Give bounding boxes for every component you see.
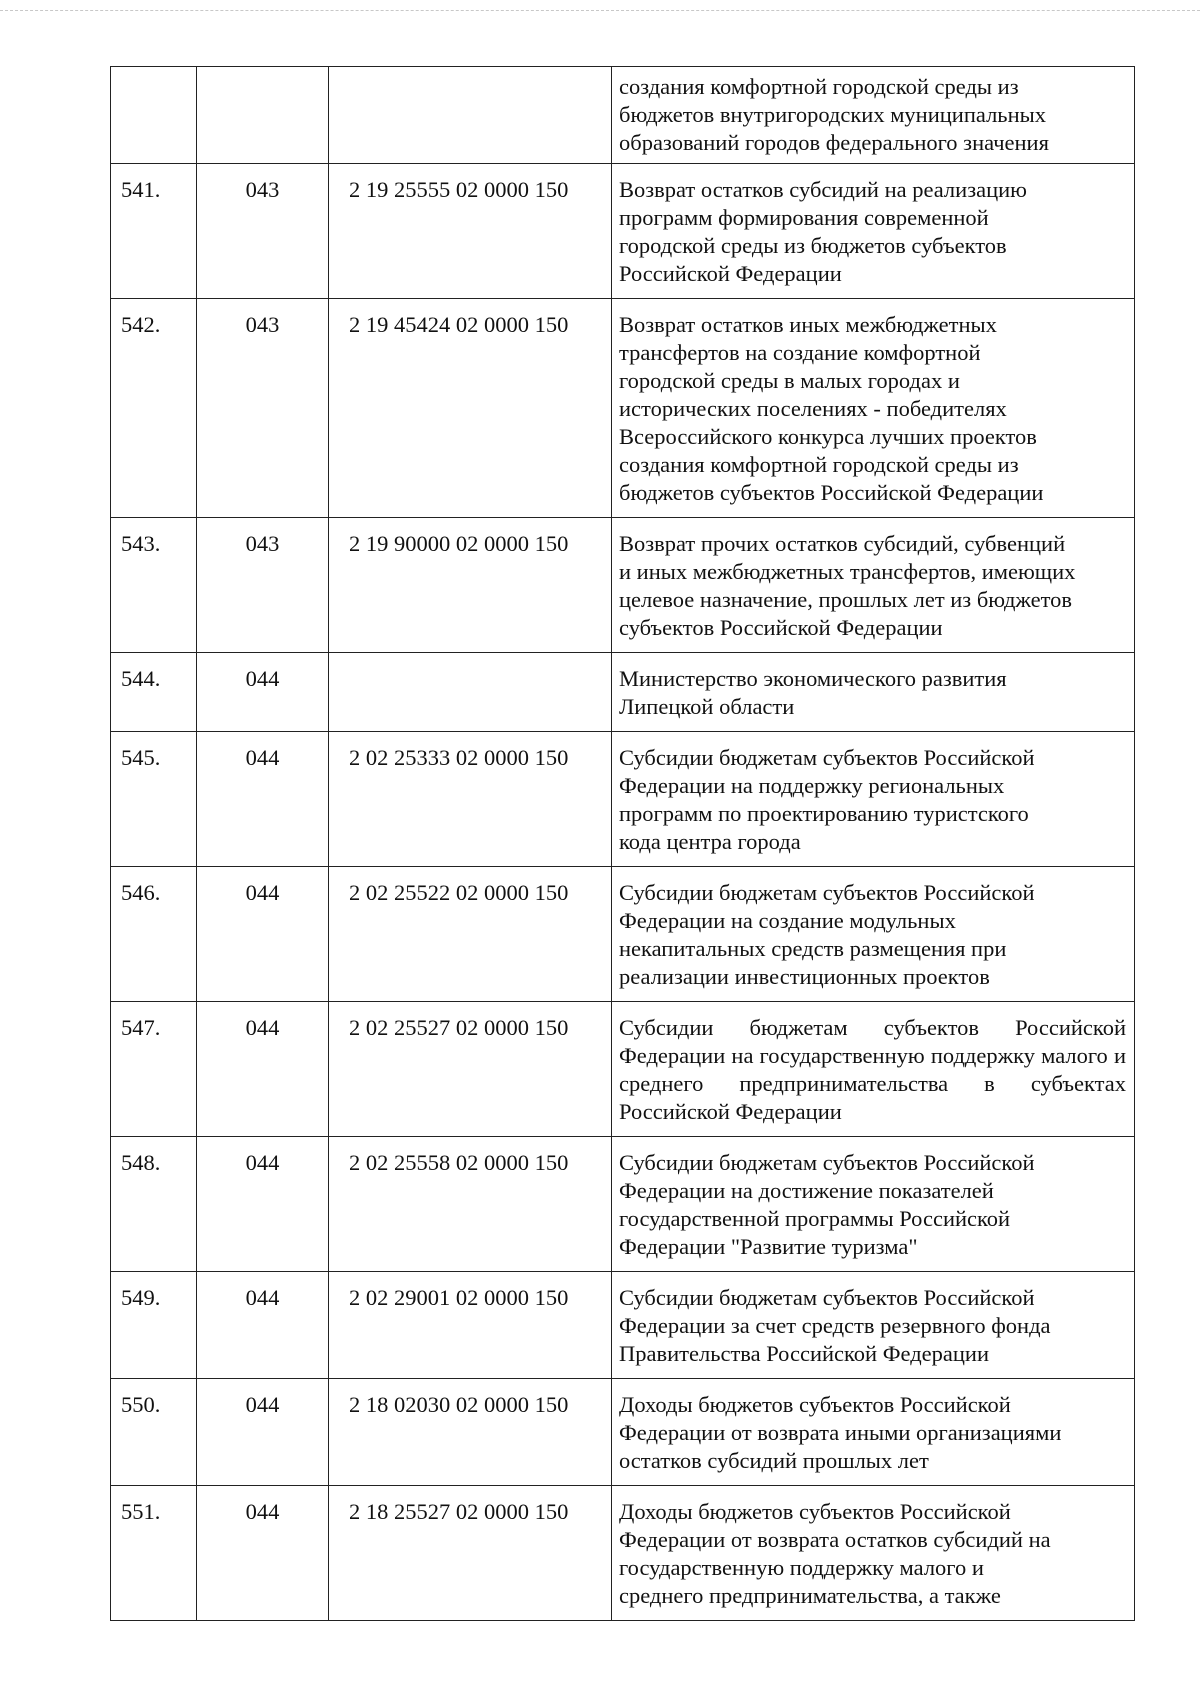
income-name-line: Всероссийского конкурса лучших проектов <box>619 424 1037 449</box>
table-row <box>111 1137 1135 1272</box>
income-name-line: Липецкой области <box>619 694 795 719</box>
table-row <box>111 299 1135 518</box>
income-name-line: среднего предпринимательства, а также <box>619 1583 1001 1608</box>
income-name-line: государственной программы Российской <box>619 1206 1011 1231</box>
income-code-cell: 2 02 25522 02 0000 150 <box>329 867 612 1002</box>
income-name-line: создания комфортной городской среды из <box>619 74 1019 99</box>
income-name-cell <box>612 1486 1135 1621</box>
income-name-line: Российской Федерации <box>619 261 842 286</box>
table-row <box>111 732 1135 867</box>
administrator-code-cell: 044 <box>197 1379 329 1486</box>
row-number-cell: 547. <box>111 1002 197 1137</box>
income-name-cell <box>612 1379 1135 1486</box>
income-name-line: целевое назначение, прошлых лет из бюджетов <box>619 587 1073 612</box>
income-name-line: Доходы бюджетов субъектов Российской <box>619 1499 1011 1524</box>
row-number-cell: 550. <box>111 1379 197 1486</box>
income-name-line: Возврат остатков иных межбюджетных <box>619 312 997 337</box>
row-number-cell: 548. <box>111 1137 197 1272</box>
income-name-line: Субсидии бюджетам субъектов Российской <box>619 745 1035 770</box>
table-body <box>111 67 1135 1621</box>
income-name-line: Возврат прочих остатков субсидий, субвенций <box>619 531 1066 556</box>
income-name-cell <box>612 1137 1135 1272</box>
income-name-cell <box>612 653 1135 732</box>
budget-codes-table <box>110 66 1135 1621</box>
administrator-code-cell: 043 <box>197 518 329 653</box>
administrator-code-cell: 044 <box>197 732 329 867</box>
income-code-cell: 2 19 25555 02 0000 150 <box>329 164 612 299</box>
income-name-line: программ формирования современной <box>619 205 989 230</box>
income-name-cell <box>612 1002 1135 1137</box>
income-name-line: программ по проектированию туристского <box>619 801 1029 826</box>
income-code-cell: 2 02 25527 02 0000 150 <box>329 1002 612 1137</box>
page-top-rule <box>0 10 1200 11</box>
income-name-cell <box>612 732 1135 867</box>
income-name-cell <box>612 164 1135 299</box>
income-name-line: Субсидии бюджетам субъектов Российской <box>619 1285 1035 1310</box>
income-name-line: реализации инвестиционных проектов <box>619 964 990 989</box>
income-name-line: трансфертов на создание комфортной <box>619 340 981 365</box>
row-number-cell: 549. <box>111 1272 197 1379</box>
income-name-line: образований городов федерального значения <box>619 130 1049 155</box>
income-name-line: Субсидии бюджетам субъектов Российской Федерации на государственную поддержку малого и среднего предпринимательства в субъектах Российской Федерации <box>619 1015 1126 1124</box>
income-name-line: создания комфортной городской среды из <box>619 452 1019 477</box>
table-row <box>111 518 1135 653</box>
income-name-line: бюджетов внутригородских муниципальных <box>619 102 1046 127</box>
table-row <box>111 653 1135 732</box>
table-row <box>111 1379 1135 1486</box>
table-row <box>111 1272 1135 1379</box>
table-row <box>111 867 1135 1002</box>
income-code-cell: 2 19 45424 02 0000 150 <box>329 299 612 518</box>
income-name-line: Субсидии бюджетам субъектов Российской <box>619 1150 1035 1175</box>
income-name-cell <box>612 67 1135 164</box>
administrator-code-cell: 044 <box>197 1002 329 1137</box>
administrator-code-cell: 043 <box>197 299 329 518</box>
income-code-cell: 2 02 25333 02 0000 150 <box>329 732 612 867</box>
income-name-line: городской среды из бюджетов субъектов <box>619 233 1007 258</box>
income-code-cell: 2 19 90000 02 0000 150 <box>329 518 612 653</box>
income-code-cell <box>329 67 612 164</box>
row-number-cell <box>111 67 197 164</box>
income-name-line: остатков субсидий прошлых лет <box>619 1448 929 1473</box>
row-number-cell: 544. <box>111 653 197 732</box>
income-name-cell <box>612 867 1135 1002</box>
income-name-line: Федерации за счет средств резервного фонда <box>619 1313 1051 1338</box>
income-name-line: Министерство экономического развития <box>619 666 1007 691</box>
income-name-cell <box>612 299 1135 518</box>
administrator-code-cell: 043 <box>197 164 329 299</box>
table-row <box>111 164 1135 299</box>
table-row <box>111 67 1135 164</box>
income-name-line: Субсидии бюджетам субъектов Российской <box>619 880 1035 905</box>
income-code-cell: 2 18 25527 02 0000 150 <box>329 1486 612 1621</box>
income-name-cell <box>612 1272 1135 1379</box>
administrator-code-cell: 044 <box>197 1137 329 1272</box>
income-name-line: Федерации от возврата остатков субсидий на <box>619 1527 1051 1552</box>
row-number-cell: 546. <box>111 867 197 1002</box>
income-code-cell: 2 02 25558 02 0000 150 <box>329 1137 612 1272</box>
income-name-line: Федерации на создание модульных <box>619 908 956 933</box>
income-name-line: Федерации "Развитие туризма" <box>619 1234 918 1259</box>
administrator-code-cell <box>197 67 329 164</box>
income-name-line: Федерации на поддержку региональных <box>619 773 1005 798</box>
row-number-cell: 541. <box>111 164 197 299</box>
administrator-code-cell: 044 <box>197 653 329 732</box>
income-name-cell <box>612 518 1135 653</box>
income-code-cell: 2 02 29001 02 0000 150 <box>329 1272 612 1379</box>
administrator-code-cell: 044 <box>197 1486 329 1621</box>
income-name-line: городской среды в малых городах и <box>619 368 960 393</box>
income-name-line: государственную поддержку малого и <box>619 1555 984 1580</box>
row-number-cell: 551. <box>111 1486 197 1621</box>
row-number-cell: 542. <box>111 299 197 518</box>
administrator-code-cell: 044 <box>197 867 329 1002</box>
table-row <box>111 1486 1135 1621</box>
row-number-cell: 543. <box>111 518 197 653</box>
income-name-line: и иных межбюджетных трансфертов, имеющих <box>619 559 1076 584</box>
administrator-code-cell: 044 <box>197 1272 329 1379</box>
income-name-line: исторических поселениях - победителях <box>619 396 1007 421</box>
income-code-cell <box>329 653 612 732</box>
income-name-line: Возврат остатков субсидий на реализацию <box>619 177 1027 202</box>
row-number-cell: 545. <box>111 732 197 867</box>
income-name-line: Федерации от возврата иными организациями <box>619 1420 1062 1445</box>
income-name-line: субъектов Российской Федерации <box>619 615 943 640</box>
income-name-line: Доходы бюджетов субъектов Российской <box>619 1392 1011 1417</box>
income-name-line: некапитальных средств размещения при <box>619 936 1007 961</box>
table-row <box>111 1002 1135 1137</box>
income-code-cell: 2 18 02030 02 0000 150 <box>329 1379 612 1486</box>
income-name-line: Правительства Российской Федерации <box>619 1341 989 1366</box>
income-name-line: бюджетов субъектов Российской Федерации <box>619 480 1044 505</box>
income-name-line: кода центра города <box>619 829 801 854</box>
income-name-line: Федерации на достижение показателей <box>619 1178 994 1203</box>
